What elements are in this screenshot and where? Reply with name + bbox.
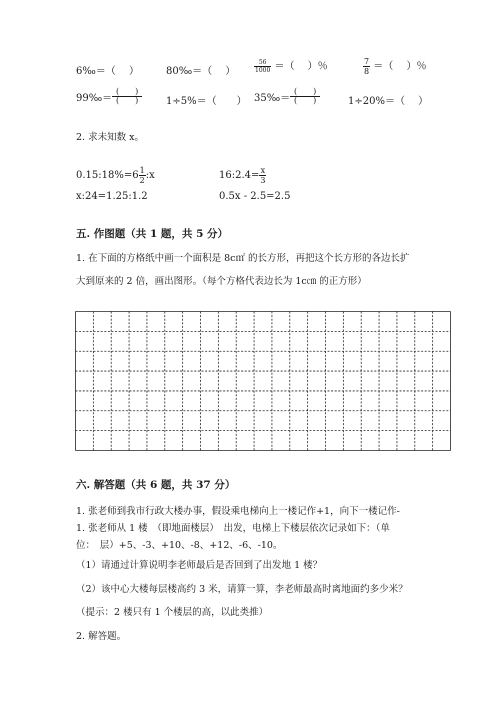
conversion-item-6-permille — [76, 62, 139, 77]
section-6-question-line-1: 1. 张老师到我市行政大楼办事，假设乘电梯向上一楼记作+1，向下一楼记作- — [76, 506, 400, 517]
equation-text: 16:2.4= — [219, 170, 260, 181]
conversion-item-7-over-8 — [363, 57, 426, 76]
section-6-title: 六. 解答题（共 6 题，共 37 分） — [76, 479, 236, 491]
numerator: ( ) — [290, 88, 320, 97]
equation-text: :x — [145, 170, 155, 181]
denominator: 3 — [260, 176, 266, 185]
conversion-item-99-permille — [76, 88, 142, 105]
section-6-subquestion-2: （2）该中心大楼每层楼高约 3 米，请算一算，李老师最高时离地面约多少米？ — [76, 584, 408, 595]
conversion-item-1-div-20-percent — [348, 92, 428, 107]
denominator: 8 — [364, 67, 370, 76]
equation-text: 0.15:18%=6 — [76, 170, 139, 181]
item-text: ＝（ ）％ — [274, 61, 328, 72]
item-text: 6‰＝（ ） — [76, 66, 139, 77]
section-6-hint: （提示：2 楼只有 1 个楼层的高，以此类推） — [76, 607, 269, 618]
item-text: 1÷5%＝（ ） — [166, 96, 247, 107]
conversion-item-1-div-5-percent — [166, 92, 247, 107]
section-6-question-line-3: 位： 层）+5、-3、+10、-8、+12、-6、-10。 — [76, 540, 283, 551]
denominator: 1000 — [255, 67, 271, 74]
blank-fraction — [112, 88, 142, 105]
section-6-subquestion-1: （1）请通过计算说明李老师最后是否回到了出发地 1 楼？ — [76, 560, 323, 571]
conversion-item-35-permille — [254, 88, 320, 105]
denominator: ( ) — [294, 96, 317, 105]
numerator: 56 — [254, 59, 271, 67]
section-5-question-line-2: 大到原来的 2 倍，画出图形。（每个方格代表边长为 1c㎝ 的正方形） — [76, 276, 367, 287]
numerator: 1 — [139, 166, 145, 175]
fraction — [139, 166, 146, 185]
question-2-title: 2. 求未知数 x。 — [76, 132, 144, 143]
numerator: x — [260, 166, 266, 175]
blank-fraction — [290, 88, 320, 105]
conversion-item-56-over-1000 — [254, 57, 328, 74]
numerator: ( ) — [112, 88, 142, 97]
item-text: 80‰＝（ ） — [166, 66, 236, 77]
conversion-item-80-permille — [166, 62, 235, 77]
equation-3: x:24=1.25:1.2 — [76, 191, 148, 202]
fraction — [363, 57, 370, 76]
denominator: ( ) — [116, 96, 139, 105]
section-6-question-2: 2. 解答题。 — [76, 631, 127, 642]
fraction — [259, 166, 266, 185]
section-5-title: 五. 作图题（共 1 题，共 5 分） — [76, 228, 229, 240]
numerator: 7 — [364, 57, 370, 66]
denominator: 2 — [139, 176, 145, 185]
item-text: 35‰＝ — [254, 93, 291, 104]
equation-1 — [76, 166, 155, 185]
equation-4: 0.5x - 2.5=2.5 — [219, 191, 291, 202]
grid-paper — [75, 311, 451, 451]
equation-2 — [219, 166, 266, 185]
fraction — [254, 59, 271, 74]
item-text: 1÷20%＝（ ） — [348, 96, 429, 107]
item-text: 99‰＝ — [76, 93, 113, 104]
section-5-question-line-1: 1. 在下面的方格纸中画一个面积是 8c㎡ 的长方形，再把这个长方形的各边长扩 — [76, 253, 410, 264]
section-6-question-line-2: 1. 张老师从 1 楼 （即地面楼层） 出发，电梯上下楼层依次记录如下：（单 — [76, 523, 390, 534]
item-text: ＝（ ）％ — [373, 61, 427, 72]
